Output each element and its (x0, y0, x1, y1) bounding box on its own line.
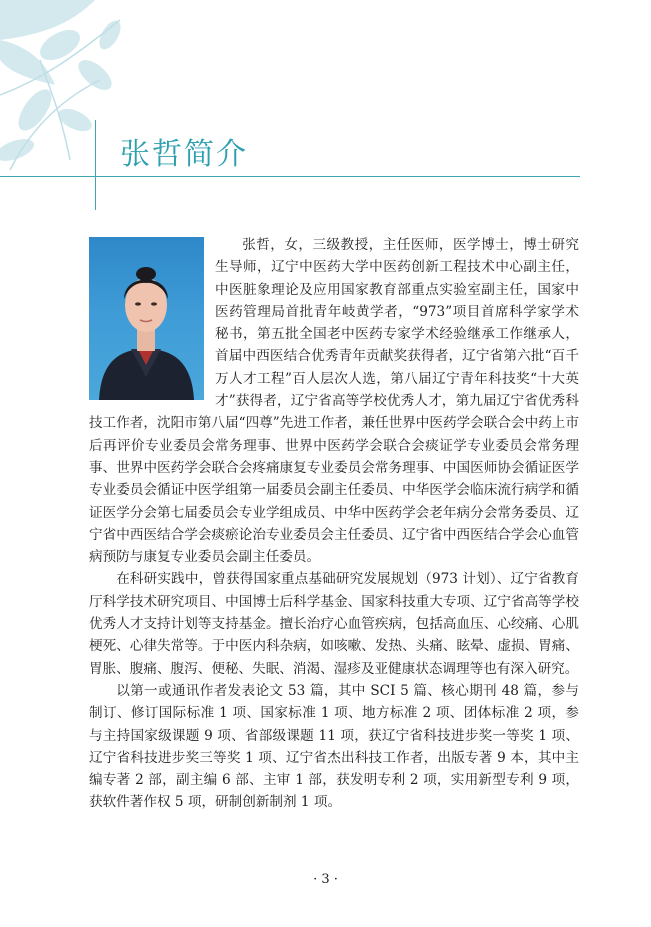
page-number: · 3 · (313, 872, 338, 887)
page-title: 张哲简介 (120, 137, 248, 172)
photo-spacer (89, 234, 215, 412)
floral-corner-decoration (0, 0, 140, 175)
bio-paragraph-publications: 以第一或通讯作者发表论文 53 篇，其中 SCI 5 篇、核心期刊 48 篇，参与制订、修订国际标准 1 项、国家标准 1 项、地方标准 2 项、团体标准 2 项，参与主持国家级课题 9 项、省部级课题 11 项，获辽宁省科技进步奖一等奖 1 项、辽宁省科技进步奖三等奖 1 项、辽宁省杰出科技工作者，出版专著 9 本，其中主编专著 2 部，副主编 6 部、主审 1 部，获发明专利 2 项，实用新型专利 9 项，获软件著作权 5 项，研制创新制剂 1 项。 (89, 682, 579, 811)
header-rule-horizontal (0, 176, 580, 177)
biography-text (89, 234, 579, 814)
bio-paragraph-intro: 张哲，女，三级教授，主任医师，医学博士，博士研究生导师，辽宁中医药大学中医药创新工程技术中心副主任，中医脏象理论及应用国家教育部重点实验室副主任，国家中医药管理局首批青年岐黄学者，“973”项目首席科学家学术秘书，第五批全国老中医药专家学术经验继承工作继承人，首届中西医结合优秀青年贡献奖获得者，辽宁省第六批“百千万人才工程”百人层次人选，第八届辽宁青年科技奖“十大英才”获得者，辽宁省高等学校优秀人才，第九届辽宁省优秀科技工作者，沈阳市第八届“四尊”先进工作者，兼任世界中医药学会联合会中药上市后再评价专业委员会常务理事、世界中医药学会联合会痰证学专业委员会常务理事、世界中医药学会联合会疼痛康复专业委员会常务理事、中国医师协会循证医学专业委员会循证中医学组第一届委员会副主任委员、中华医学会临床流行病学和循证医学分会第七届委员会专业学组成员、中华中医药学会老年病分会常务委员、辽宁省中西医结合学会痰瘀论治专业委员会主任委员、辽宁省中西医结合学会心血管病预防与康复专业委员会副主任委员。 (89, 237, 579, 566)
bio-paragraph-research: 在科研实践中，曾获得国家重点基础研究发展规划（973 计划）、辽宁省教育厅科学技术研究项目、中国博士后科学基金、国家科技重大专项、辽宁省高等学校优秀人才支持计划等支持基金。擅长治疗心血管疾病，包括高血压、心绞痛、心肌梗死、心律失常等。于中医内科杂病，如咳嗽、发热、头痛、眩晕、虚损、胃痛、胃胀、腹痛、腹泻、便秘、失眠、消渴、湿疹及亚健康状态调理等也有深入研究。 (89, 571, 579, 677)
header-rule-vertical (95, 120, 96, 210)
